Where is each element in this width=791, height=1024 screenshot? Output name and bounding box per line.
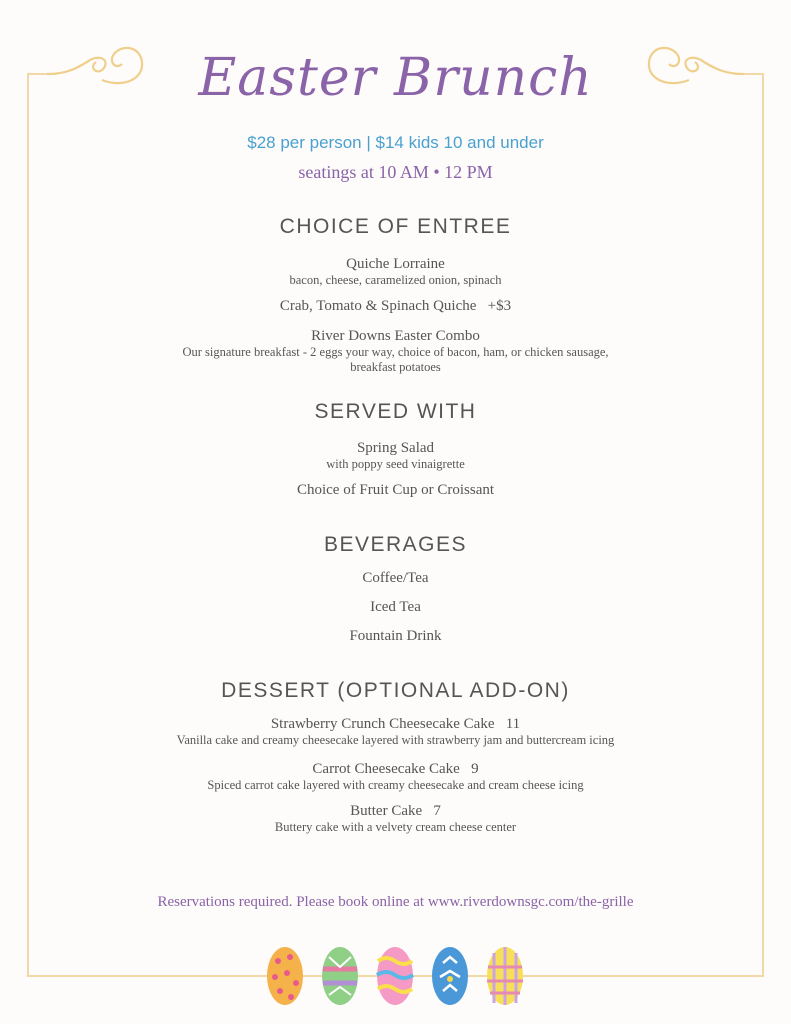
easter-eggs-row xyxy=(266,943,528,1007)
menu-item xyxy=(0,803,791,835)
item-desc: bacon, cheese, caramelized onion, spinach xyxy=(289,273,502,287)
menu-item xyxy=(0,570,791,587)
item-desc: Vanilla cake and creamy cheesecake layered with strawberry jam and buttercream icing xyxy=(176,733,615,747)
reservations-note: Reservations required. Please book online at www.riverdownsgc.com/the-grille xyxy=(157,894,634,910)
item-name: River Downs Easter Combo xyxy=(311,328,480,344)
menu-item xyxy=(0,599,791,616)
item-desc: Buttery cake with a velvety cream cheese center xyxy=(274,820,517,834)
menu-item xyxy=(0,716,791,748)
price-line: $28 per person | $14 kids 10 and under xyxy=(247,133,544,152)
item-name: Choice of Fruit Cup or Croissant xyxy=(296,482,495,498)
item-desc: Our signature breakfast - 2 eggs your way, choice of bacon, ham, or chicken sausage, xyxy=(182,345,609,359)
menu-item xyxy=(0,298,791,315)
menu-item xyxy=(0,482,791,499)
item-name: Fountain Drink xyxy=(349,628,442,644)
item-name: Butter Cake 7 xyxy=(350,803,441,819)
item-name: Crab, Tomato & Spinach Quiche +$3 xyxy=(279,298,512,314)
section-heading: DESSERT (OPTIONAL ADD-ON) xyxy=(221,679,570,702)
easter-egg-icon xyxy=(487,947,523,1005)
menu-item xyxy=(0,328,791,375)
item-name: Iced Tea xyxy=(370,599,421,615)
entree-section xyxy=(0,215,791,239)
menu-item xyxy=(0,256,791,288)
menu-item xyxy=(0,761,791,793)
easter-egg-icon xyxy=(322,947,358,1005)
beverages-section xyxy=(0,533,791,557)
item-desc: Spiced carrot cake layered with creamy cheesecake and cream cheese icing xyxy=(207,778,584,792)
dessert-section xyxy=(0,679,791,703)
section-heading: BEVERAGES xyxy=(323,533,468,556)
item-desc: with poppy seed vinaigrette xyxy=(326,457,465,471)
menu-item xyxy=(0,440,791,472)
page-frame xyxy=(27,74,764,977)
section-heading: CHOICE OF ENTREE xyxy=(279,215,512,238)
menu-item xyxy=(0,628,791,645)
served-section xyxy=(0,400,791,424)
section-heading: SERVED WITH xyxy=(314,400,477,423)
item-desc: breakfast potatoes xyxy=(350,360,441,374)
item-name: Spring Salad xyxy=(356,440,435,456)
easter-egg-icon xyxy=(267,947,303,1005)
easter-egg-icon xyxy=(377,947,413,1005)
item-name: Strawberry Crunch Cheesecake Cake 11 xyxy=(270,716,521,732)
easter-egg-icon xyxy=(432,947,468,1005)
seatings-line: seatings at 10 AM • 12 PM xyxy=(298,162,493,182)
page-title: Easter Brunch xyxy=(198,48,593,108)
item-name: Quiche Lorraine xyxy=(346,256,445,272)
item-name: Coffee/Tea xyxy=(362,570,429,586)
item-name: Carrot Cheesecake Cake 9 xyxy=(312,761,479,777)
